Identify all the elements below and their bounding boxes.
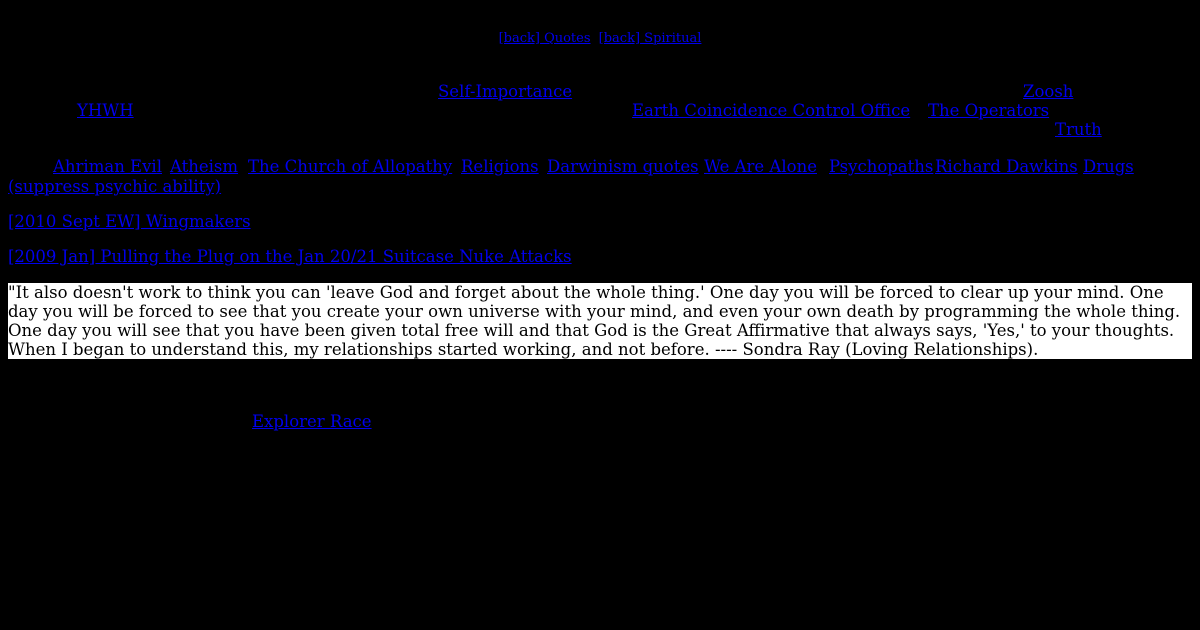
suppress-psychic-ability-link[interactable]: (suppress psychic ability) [8,177,222,196]
drugs-link[interactable]: Drugs [1083,157,1134,176]
ahriman-evil-link[interactable]: Ahriman Evil [53,157,162,176]
we-are-alone-link[interactable]: We Are Alone [704,157,817,176]
back-spiritual-link[interactable]: [back] Spiritual [598,31,702,46]
top-back-links [0,31,1200,47]
the-operators-link[interactable]: The Operators [928,101,1050,120]
explorer-race-link[interactable]: Explorer Race [252,412,372,431]
suitcase-nuke-link[interactable]: [2009 Jan] Pulling the Plug on the Jan 20/21 Suitcase Nuke Attacks [8,247,572,266]
quote-box [8,283,1192,359]
psychopaths-link[interactable]: Psychopaths [829,157,934,176]
earth-coincidence-control-office-link[interactable]: Earth Coincidence Control Office [632,101,911,120]
religions-link[interactable]: Religions [461,157,539,176]
richard-dawkins-link[interactable]: Richard Dawkins [935,157,1078,176]
atheism-link[interactable]: Atheism [170,157,239,176]
quote-text: "It also doesn't work to think you can 'leave God and forget about the whole thing.' One day you will be forced to clear up your mind. One day you will be forced to see that you create your own universe with your mind, and even your own death by programming the whole thing. One day you will see that you have been given total free will and that God is the Great Affirmative that always says, 'Yes,' to your thoughts. When I began to understand this, my relationships started working, and not before. ---- Sondra Ray (Loving Relationships). [8,283,1181,359]
zoosh-link[interactable]: Zoosh [1023,82,1074,101]
wingmakers-link[interactable]: [2010 Sept EW] Wingmakers [8,212,251,231]
truth-link[interactable]: Truth [1055,120,1102,139]
darwinism-quotes-link[interactable]: Darwinism quotes [547,157,699,176]
back-quotes-link[interactable]: [back] Quotes [498,31,591,46]
church-of-allopathy-link[interactable]: The Church of Allopathy [248,157,453,176]
yhwh-link[interactable]: YHWH [77,101,134,120]
self-importance-link[interactable]: Self-Importance [438,82,573,101]
